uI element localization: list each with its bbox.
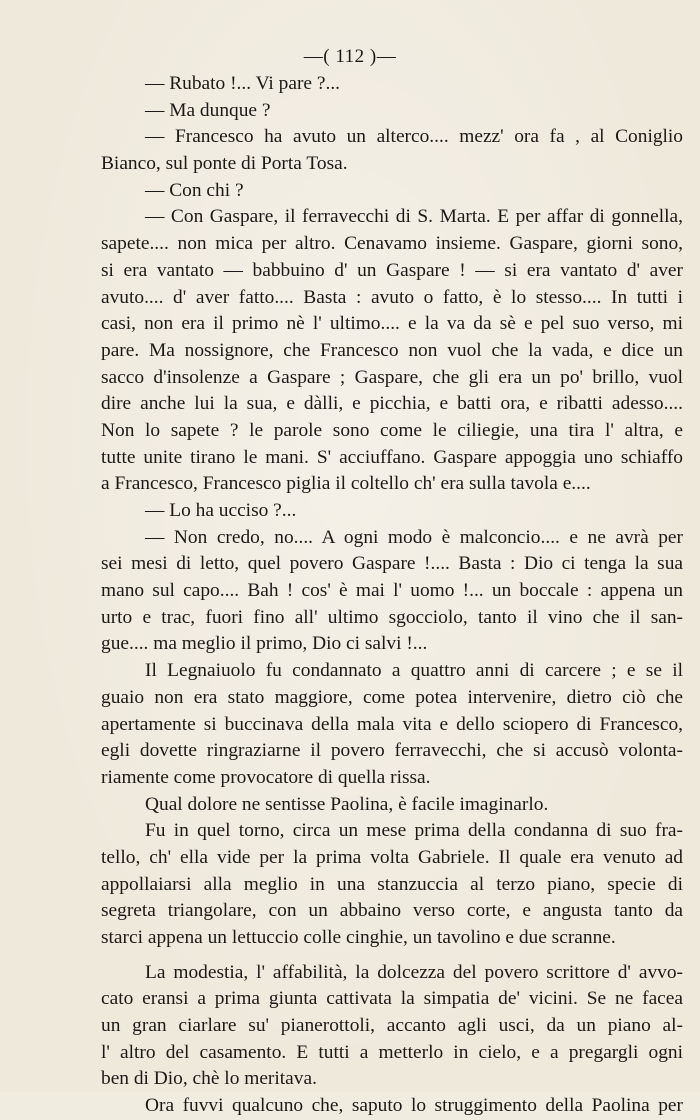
text-line: pare. Ma nossignore, che Francesco non vuol che la vada, e dice un [101, 339, 683, 361]
text-line: Ora fuvvi qualcuno che, saputo lo struggimento della Paolina per [145, 1095, 683, 1117]
text-line: sapete.... non mica per altro. Cenavamo insieme. Gaspare, giorni sono, [101, 233, 683, 255]
text-line: Bianco, sul ponte di Porta Tosa. [101, 153, 348, 175]
text-line: — Lo ha ucciso ?... [145, 500, 297, 521]
text-line: casi, non era il primo nè l' ultimo.... e la va da sè e pel suo verso, mi [101, 313, 683, 335]
text-line: urto e trac, fuori fino all' ultimo sgocciolo, tanto il vino che il san- [101, 606, 683, 628]
text-line: ben di Dio, chè lo meritava. [101, 1068, 317, 1090]
paragraph-gap [101, 952, 683, 960]
text-line: — Con Gaspare, il ferravecchi di S. Marta. E per affar di gonnella, [145, 206, 683, 228]
text-line: Il Legnaiuolo fu condannato a quattro anni di carcere ; e se il [145, 660, 683, 682]
text-line: Qual dolore ne sentisse Paolina, è facile imaginarlo. [145, 793, 549, 815]
text-line: apertamente si buccinava della mala vita e dello sciopero di Francesco, [101, 713, 683, 735]
text-line: appollaiarsi alla meglio in una stanzuccia al terzo piano, specie di [101, 873, 683, 895]
body-text [101, 71, 683, 1120]
text-line: Non lo sapete ? le parole sono come le ciliegie, una tira l' altra, e [101, 419, 683, 441]
text-line: gue.... ma meglio il primo, Dio ci salvi !... [101, 633, 428, 655]
text-line: segreta triangolare, con un abbaino verso corte, e angusta tanto da [101, 900, 683, 922]
text-line: mano sul capo.... Bah ! cos' è mai l' uomo !... un boccale : appena un [101, 580, 683, 602]
text-line: un gran ciarlare su' pianerottoli, accanto agli usci, da un piano al- [101, 1015, 683, 1037]
text-line: cato eransi a prima giunta cattivata la simpatia de' vicini. Se ne facea [101, 988, 683, 1010]
text-line: — Ma dunque ? [145, 99, 271, 121]
text-line: riamente come provocatore di quella rissa. [101, 766, 431, 788]
text-line: Fu in quel torno, circa un mese prima della condanna di suo fra- [145, 820, 683, 842]
text-line: si era vantato — babbuino d' un Gaspare ! — si era vantato d' aver [101, 259, 683, 281]
text-line: — Francesco ha avuto un alterco.... mezz' ora fa , al Coniglio [145, 126, 683, 148]
text-line: La modestia, l' affabilità, la dolcezza del povero scrittore d' avvo- [145, 961, 683, 983]
text-line: — Rubato !... Vi pare ?... [145, 73, 341, 94]
text-line: dire anche lui la sua, e dàlli, e picchia, e batti ora, e ribatti adesso.... [101, 393, 683, 415]
text-line: tello, ch' ella vide per la prima volta Gabriele. Il quale era venuto ad [101, 846, 683, 868]
text-line: egli dovette ringraziarne il povero ferravecchi, che si accusò volonta- [101, 740, 683, 762]
page-number: —( 112 )— [303, 46, 397, 67]
text-line: l' altro del casamento. E tutti a metterlo in cielo, e a pregargli ogni [101, 1041, 683, 1063]
text-line: — Non credo, no.... A ogni modo è malconcio.... e ne avrà per [145, 526, 683, 548]
text-line: a Francesco, Francesco piglia il coltello ch' era sulla tavola e.... [101, 473, 591, 495]
text-line: sacco d'insolenze a Gaspare ; Gaspare, che gli era un po' brillo, vuol [101, 366, 683, 388]
text-line: avuto.... d' aver fatto.... Basta : avuto o fatto, è lo stesso.... In tutti i [101, 286, 683, 308]
text-line: sei mesi di letto, quel povero Gaspare !.... Basta : Dio ci tenga la sua [101, 553, 683, 575]
text-line: — Con chi ? [145, 179, 244, 201]
text-line: starci appena un lettuccio colle cinghie, un tavolino e due scranne. [101, 927, 616, 948]
text-line: tutte unite tirano le mani. S' acciuffano. Gaspare appoggia uno schiaffo [101, 446, 683, 468]
text-line: guaio non era stato maggiore, come potea intervenire, dietro ciò che [101, 686, 683, 708]
